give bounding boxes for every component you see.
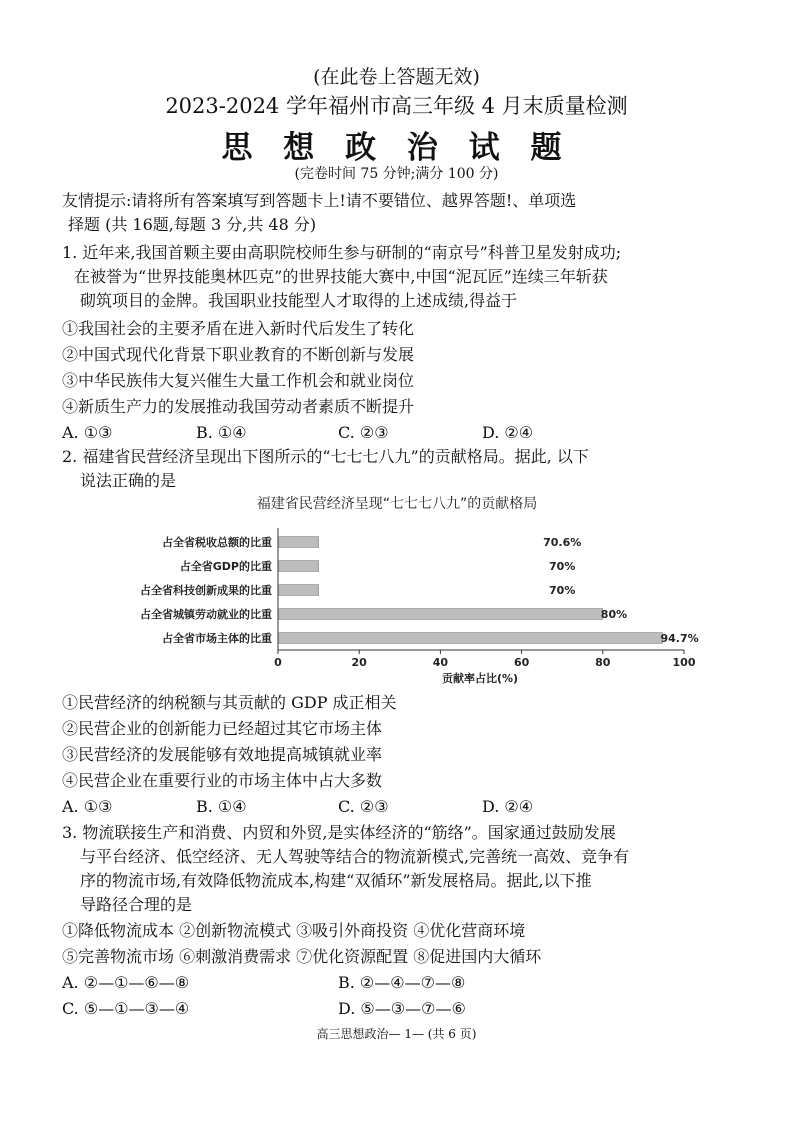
x-ticks xyxy=(274,650,696,669)
q3-stem-line: 导路径合理的是 xyxy=(80,895,193,914)
q2-item: ①民营经济的纳税额与其贡献的 GDP 成正相关 xyxy=(62,693,397,712)
page-footer: 高三思想政治— 1— (共 6 页) xyxy=(316,1027,477,1041)
data-label: 80% xyxy=(600,608,628,621)
subject-title: 思 想 政 治 试 题 xyxy=(221,130,572,166)
category-label: 占全省GDP的比重 xyxy=(179,560,272,573)
bar xyxy=(278,609,603,620)
q3-item: ⑤完善物流市场 ⑥刺激消费需求 ⑦优化资源配置 ⑧促进国内大循环 xyxy=(62,947,542,966)
choice-d: D. ②④ xyxy=(482,423,534,442)
category-label: 占全省税收总额的比重 xyxy=(162,536,272,549)
q3-stem-line: 3. 物流联接生产和消费、内贸和外贸,是实体经济的“筋络”。国家通过鼓励发展 xyxy=(62,823,616,842)
choice-a: A. ①③ xyxy=(62,423,113,442)
x-tick-label: 20 xyxy=(351,656,367,669)
q1-item: ③中华民族伟大复兴催生大量工作机会和就业岗位 xyxy=(62,371,415,390)
bar xyxy=(278,537,319,548)
tip-line-2: 择题 (共 16题,每题 3 分,共 48 分) xyxy=(68,215,317,234)
x-tick-label: 80 xyxy=(595,656,611,669)
x-tick-label: 0 xyxy=(274,656,282,669)
choice-b: B. ①④ xyxy=(196,423,247,442)
q1-item: ②中国式现代化背景下职业教育的不断创新与发展 xyxy=(62,345,415,364)
x-tick-label: 40 xyxy=(432,656,449,669)
bar xyxy=(278,585,319,596)
data-label: 70.6% xyxy=(543,536,582,549)
data-label: 70% xyxy=(549,560,576,573)
q3-stem-line: 与平台经济、低空经济、无人驾驶等结合的物流新模式,完善统一高效、竞争有 xyxy=(80,847,630,866)
choice-a: A. ①③ xyxy=(62,797,113,816)
choice-b: B. ②—④—⑦—⑧ xyxy=(338,973,466,992)
x-axis-label: 贡献率占比(%) xyxy=(441,672,519,685)
q1-item: ①我国社会的主要矛盾在进入新时代后发生了转化 xyxy=(62,319,415,338)
q1-stem-line: 砌筑项目的金牌。我国职业技能型人才取得的上述成绩,得益于 xyxy=(80,291,518,310)
q1-stem-line: 1. 近年来,我国首颗主要由高职院校师生参与研制的“南京号”科普卫星发射成功; xyxy=(62,243,622,262)
bar xyxy=(278,561,319,572)
x-tick-label: 100 xyxy=(672,656,696,669)
choice-c: C. ⑤—①—③—④ xyxy=(62,999,190,1018)
data-label: 94.7% xyxy=(660,632,699,645)
chart-bars xyxy=(140,535,699,645)
q2-stem-line: 说法正确的是 xyxy=(80,471,177,490)
q2-item: ②民营企业的创新能力已经超过其它市场主体 xyxy=(62,719,383,738)
q2-item: ③民营经济的发展能够有效地提高城镇就业率 xyxy=(62,745,383,764)
data-label: 70% xyxy=(549,584,576,597)
q3-item: ①降低物流成本 ②创新物流模式 ③吸引外商投资 ④优化营商环境 xyxy=(62,921,526,940)
q3-stem-line: 序的物流市场,有效降低物流成本,构建“双循环”新发展格局。据此,以下推 xyxy=(80,871,592,890)
q1-stem-line: 在被誉为“世界技能奥林匹克”的世界技能大赛中,中国“泥瓦匠”连续三年斩获 xyxy=(74,267,608,286)
choice-c: C. ②③ xyxy=(338,797,389,816)
category-label: 占全省市场主体的比重 xyxy=(162,632,272,645)
contribution-bar-chart xyxy=(0,490,793,690)
q1-item: ④新质生产力的发展推动我国劳动者素质不断提升 xyxy=(62,397,415,416)
category-label: 占全省城镇劳动就业的比重 xyxy=(140,608,272,621)
x-tick-label: 60 xyxy=(513,656,530,669)
category-label: 占全省科技创新成果的比重 xyxy=(140,584,272,597)
choice-a: A. ②—①—⑥—⑧ xyxy=(62,973,190,992)
chart-title: 福建省民营经济呈现“七七七八九”的贡献格局 xyxy=(256,496,538,512)
choice-d: D. ②④ xyxy=(482,797,534,816)
choice-c: C. ②③ xyxy=(338,423,389,442)
choice-d: D. ⑤—③—⑦—⑥ xyxy=(338,999,466,1018)
exam-title: 2023-2024 学年福州市高三年级 4 月末质量检测 xyxy=(165,94,628,118)
choice-b: B. ①④ xyxy=(196,797,247,816)
bar xyxy=(278,633,662,644)
q2-item: ④民营企业在重要行业的市场主体中占大多数 xyxy=(62,771,383,790)
q2-stem-line: 2. 福建省民营经济呈现出下图所示的“七七七八九”的贡献格局。据此, 以下 xyxy=(62,447,589,466)
answer-notice: (在此卷上答题无效) xyxy=(313,66,480,88)
exam-timing: (完卷时间 75 分钟;满分 100 分) xyxy=(294,166,499,182)
tip-line-1: 友情提示:请将所有答案填写到答题卡上!请不要错位、越界答题!、单项选 xyxy=(62,191,577,210)
